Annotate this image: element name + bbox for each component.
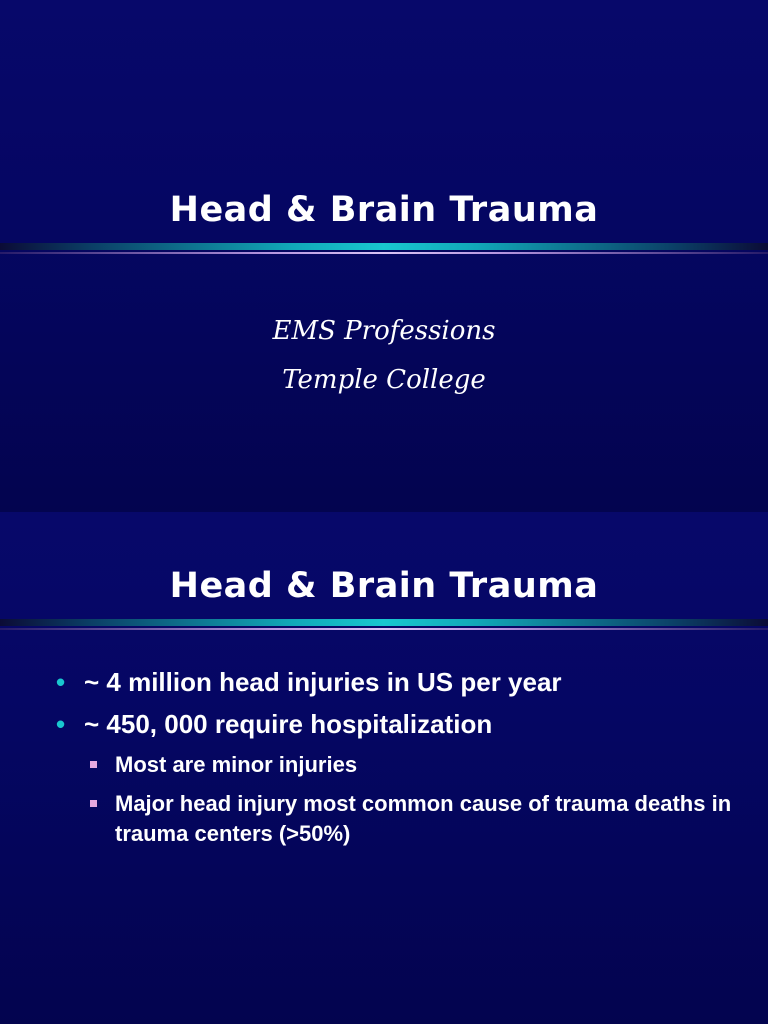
- sub-bullet-item: [0, 789, 735, 849]
- content-slide: [0, 512, 768, 1024]
- subtitle-institution: Temple College: [282, 365, 486, 395]
- slide-title: Head & Brain Trauma: [169, 190, 599, 230]
- round-bullet-icon: •: [56, 667, 66, 697]
- subtitle-organization: EMS Professions: [272, 316, 496, 346]
- bullet-item: [0, 708, 768, 740]
- title-divider-accent: [0, 628, 768, 630]
- bullet-text: ~ 4 million head injuries in US per year: [84, 667, 562, 697]
- round-bullet-icon: •: [56, 709, 66, 739]
- sub-bullet-text: Most are minor injuries: [115, 752, 358, 777]
- sub-bullet-item: [0, 750, 735, 780]
- title-divider-accent: [0, 252, 768, 254]
- square-bullet-icon: [90, 761, 97, 768]
- bullet-list: [0, 666, 768, 858]
- slide-title: Head & Brain Trauma: [169, 566, 599, 606]
- bullet-text: ~ 450, 000 require hospitalization: [84, 709, 493, 739]
- bullet-item: [0, 666, 768, 698]
- sub-bullet-text: Major head injury most common cause of trauma deaths in trauma centers (>50%): [115, 791, 732, 846]
- title-divider: [0, 619, 768, 626]
- square-bullet-icon: [90, 800, 97, 807]
- title-divider: [0, 243, 768, 250]
